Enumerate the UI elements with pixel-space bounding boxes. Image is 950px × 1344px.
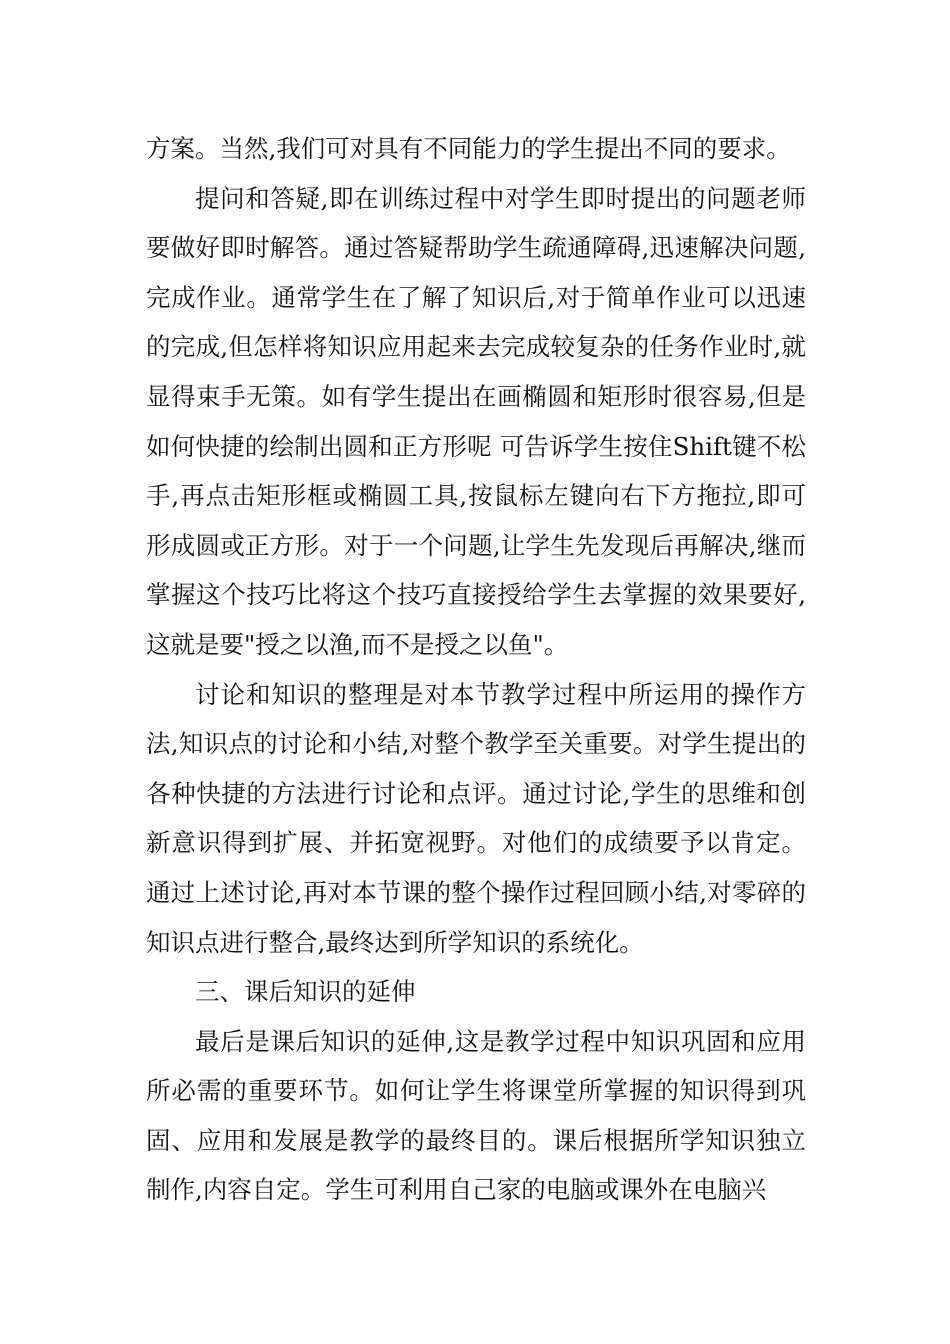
paragraph-discussion: 讨论和知识的整理是对本节教学过程中所运用的操作方法,知识点的讨论和小结,对整个教学至关重要。对学生提出的各种快捷的方法进行讨论和点评。通过讨论,学生的思维和创新意识得到扩展、并拓宽视野。对他们的成绩要予以肯定。通过上述讨论,再对本节课的整个操作过程回顾小结,对零碎的知识点进行整合,最终达到所学知识的系统化。 — [146, 679, 806, 957]
section-heading: 三、课后知识的延伸 — [195, 977, 416, 1007]
paragraph-continuation: 方案。当然,我们可对具有不同能力的学生提出不同的要求。 — [146, 134, 791, 163]
paragraph-qa: 提问和答疑,即在训练过程中对学生即时提出的问题老师要做好即时解答。通过答疑帮助学生疏通障碍,迅速解决问题,完成作业。通常学生在了解了知识后,对于简单作业可以迅速的完成,但怎样将知识应用起来去完成较复杂的任务作业时,就显得束手无策。如有学生提出在画椭圆和矩形时很容易,但是如何快捷的绘制出圆和正方形呢 可告诉学生按住Shift键不松手,再点击矩形框或椭圆工具,按鼠标左键向右下方拖拉,即可形成圆或正方形。对于一个问题,让学生先发现后再解决,继而掌握这个技巧比将这个技巧直接授给学生去掌握的效果要好,这就是要"授之以渔,而不是授之以鱼"。 — [146, 183, 806, 659]
paragraph-extension: 最后是课后知识的延伸,这是教学过程中知识巩固和应用所必需的重要环节。如何让学生将课堂所掌握的知识得到巩固、应用和发展是教学的最终目的。课后根据所学知识独立制作,内容自定。学生可利用自己家的电脑或课外在电脑兴 — [146, 1026, 806, 1205]
document-body — [146, 124, 806, 1215]
